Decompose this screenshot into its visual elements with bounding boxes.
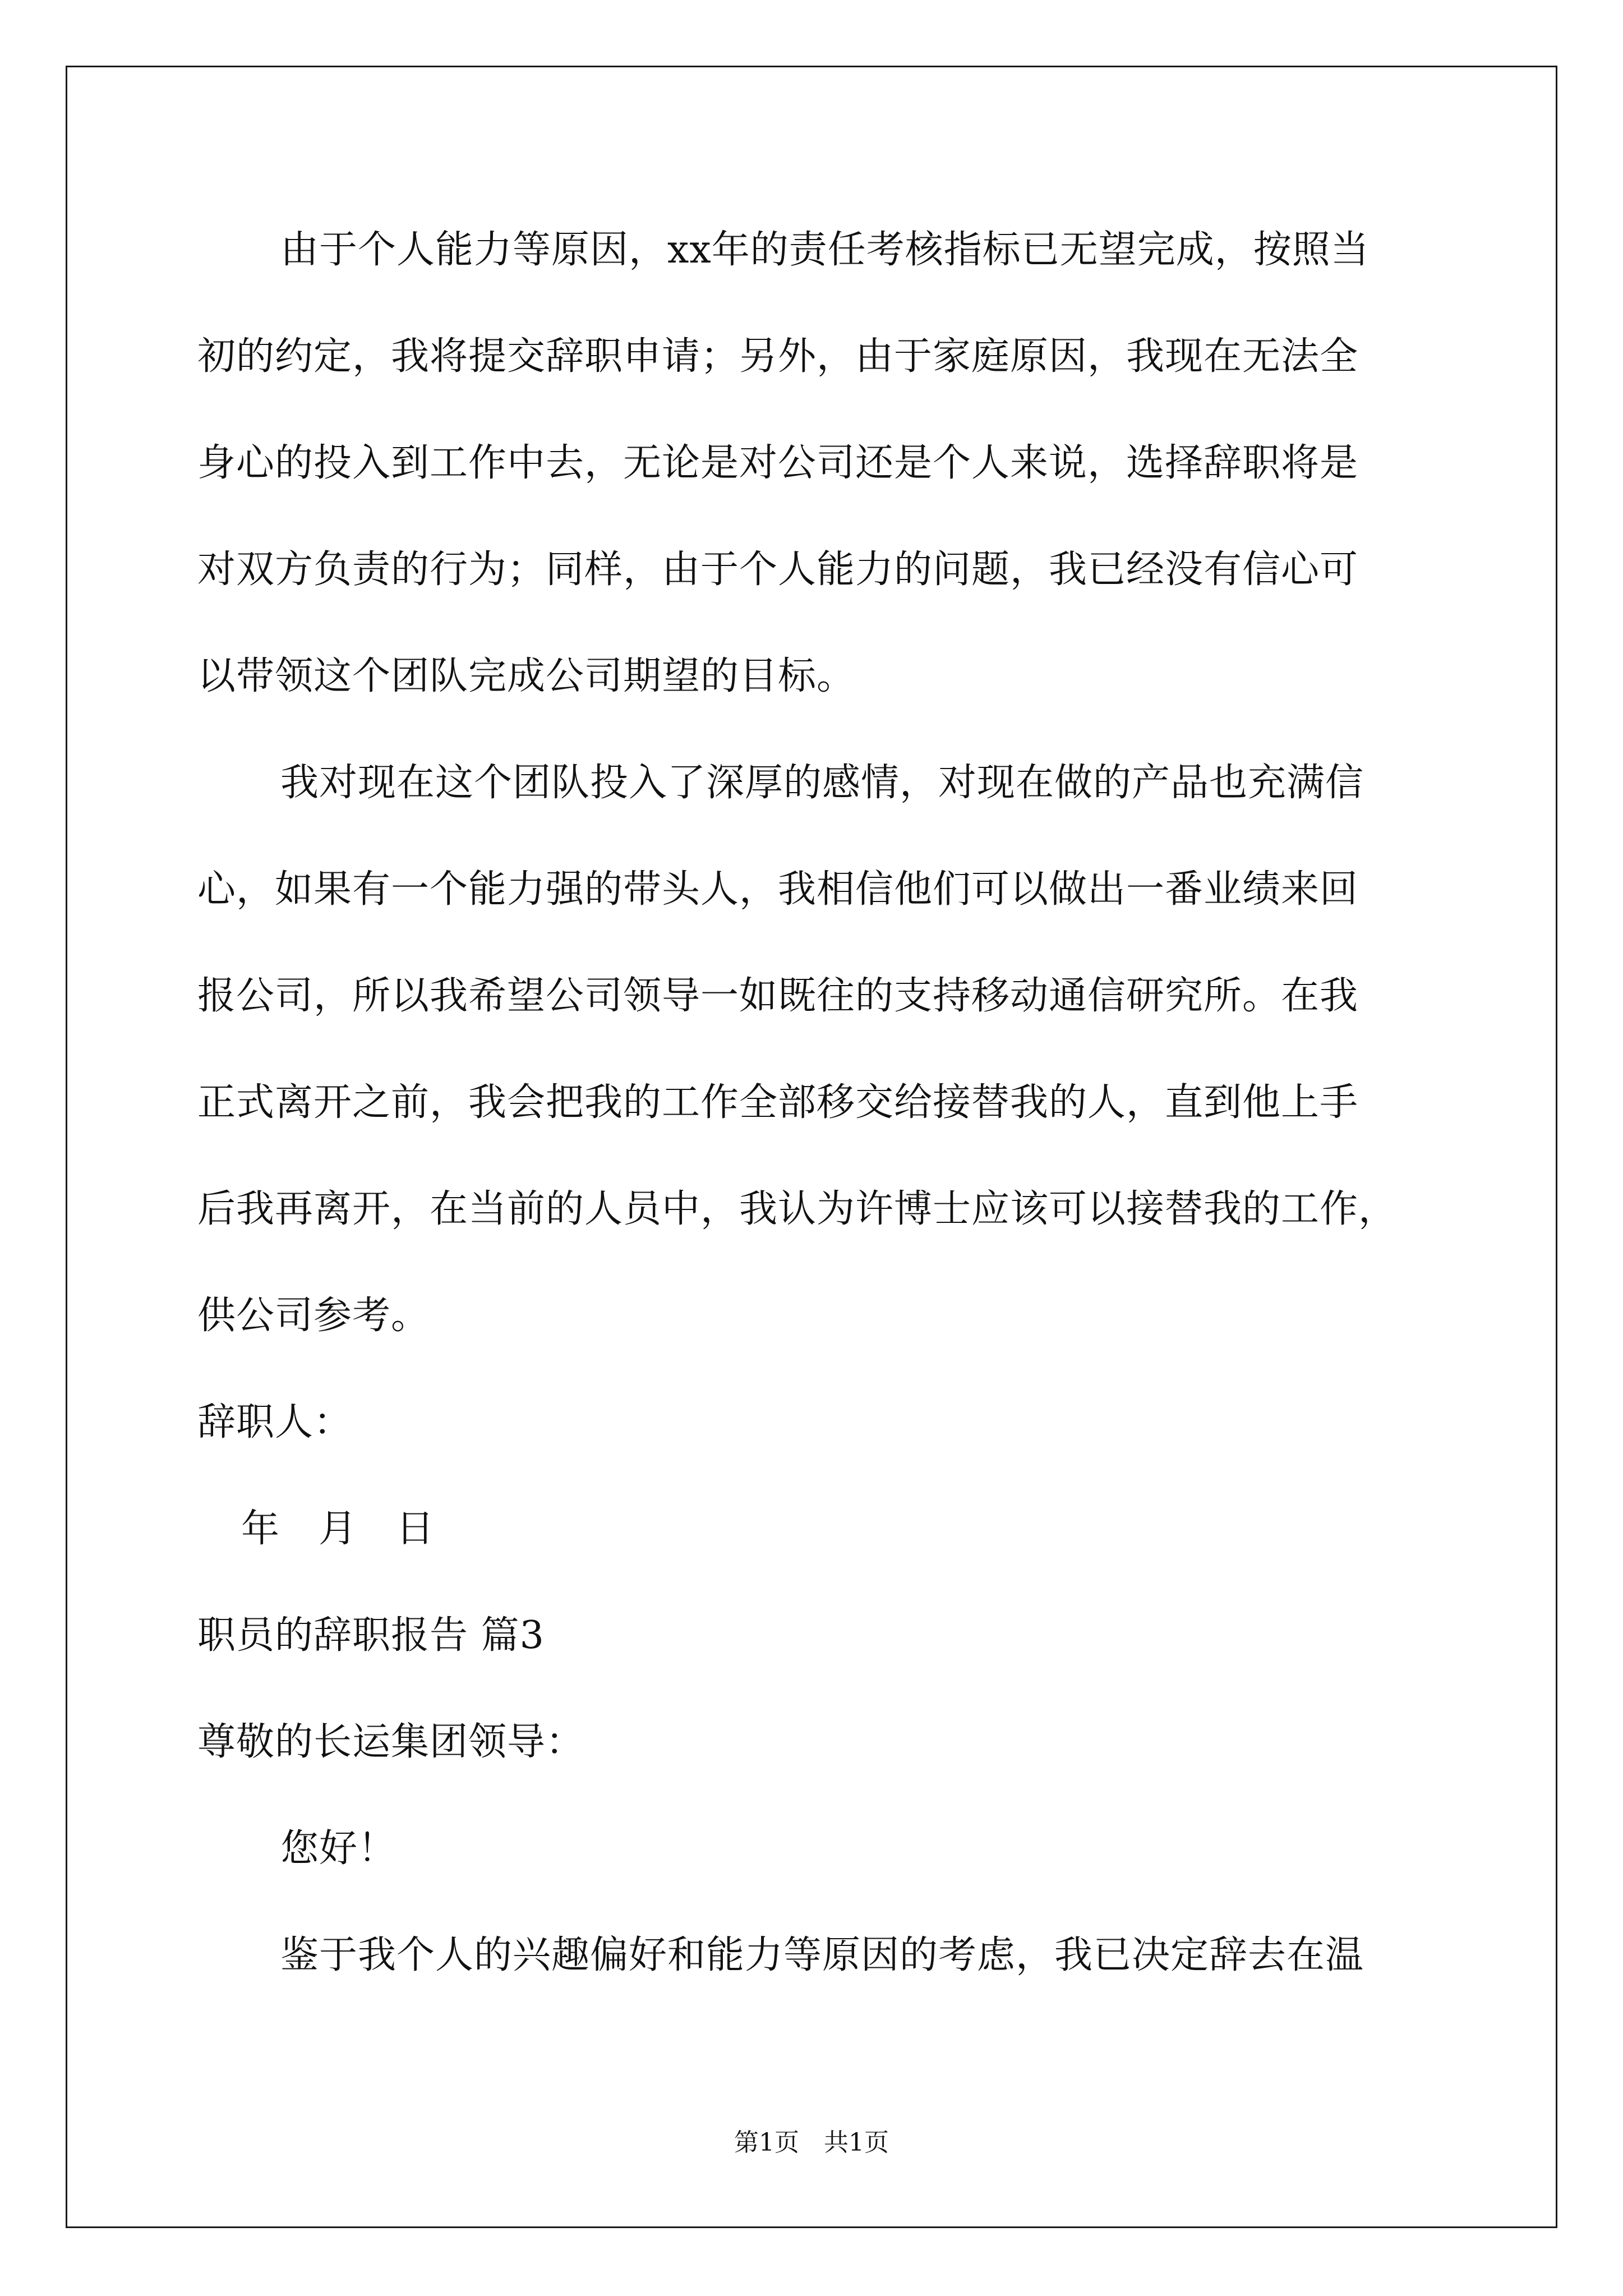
greeting: 您好！ xyxy=(280,1826,397,1871)
paragraph-1-line-1: 由于个人能力等原因，xx年的责任考核指标已无望完成，按照当 xyxy=(280,228,1370,272)
paragraph-3-line-1: 鉴于我个人的兴趣偏好和能力等原因的考虑，我已决定辞去在温 xyxy=(280,1933,1364,1977)
paragraph-1-line-5: 以带领这个团队完成公司期望的目标。 xyxy=(197,654,856,698)
paragraph-2-line-3: 报公司，所以我希望公司领导一如既往的支持移动通信研究所。在我 xyxy=(197,974,1359,1018)
paragraph-2-line-1: 我对现在这个团队投入了深厚的感情，对现在做的产品也充满信 xyxy=(280,761,1364,805)
page-footer: 第1页 共1页 xyxy=(734,2128,889,2157)
paragraph-2-line-5: 后我再离开，在当前的人员中，我认为许博士应该可以接替我的工作， xyxy=(197,1187,1398,1231)
page-border xyxy=(66,66,1557,2228)
section-title: 职员的辞职报告 篇3 xyxy=(197,1613,545,1658)
paragraph-2-line-4: 正式离开之前，我会把我的工作全部移交给接替我的人，直到他上手 xyxy=(197,1080,1359,1125)
paragraph-2-line-2: 心，如果有一个能力强的带头人，我相信他们可以做出一番业绩来回 xyxy=(197,867,1359,912)
signer-label: 辞职人： xyxy=(197,1400,353,1444)
paragraph-1-line-3: 身心的投入到工作中去，无论是对公司还是个人来说，选择辞职将是 xyxy=(197,441,1359,485)
paragraph-1-line-2: 初的约定，我将提交辞职申请；另外，由于家庭原因，我现在无法全 xyxy=(197,334,1359,379)
date-line: 年 月 日 xyxy=(241,1507,435,1551)
salutation: 尊敬的长运集团领导： xyxy=(197,1720,585,1764)
paragraph-2-line-6: 供公司参考。 xyxy=(197,1294,430,1338)
paragraph-1-line-4: 对双方负责的行为；同样，由于个人能力的问题，我已经没有信心可 xyxy=(197,547,1359,592)
